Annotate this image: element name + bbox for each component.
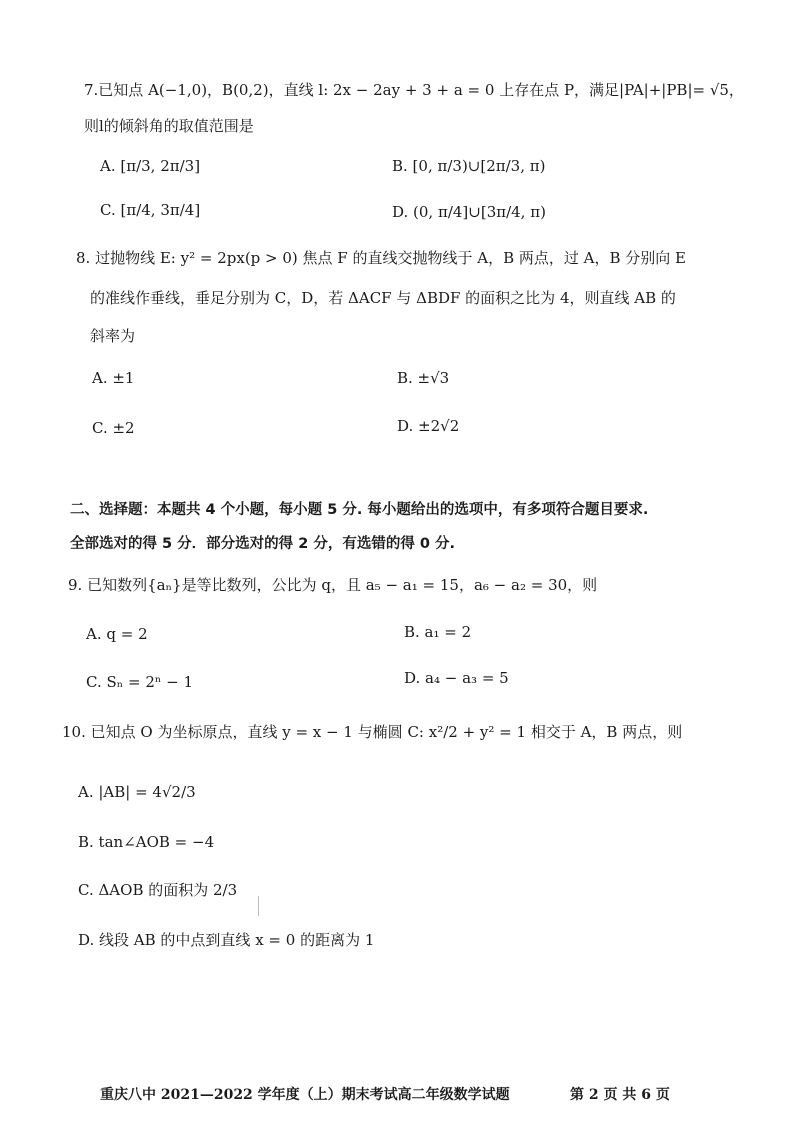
page-number: 第 2 页 共 6 页 [570, 1087, 670, 1103]
section2-instructions-line2: 全部选对的得 5 分．部分选对的得 2 分，有选错的得 0 分. [70, 536, 456, 552]
q7-option-a: A. [π/3, 2π/3] [100, 157, 201, 175]
q10-option-a: A. |AB| = 4√2/3 [78, 783, 196, 801]
section2-instructions-line1: 二、选择题：本题共 4 个小题，每小题 5 分. 每小题给出的选项中，有多项符合题目要求. [70, 502, 649, 518]
q7-option-c: C. [π/4, 3π/4] [100, 201, 201, 219]
q8-option-c: C. ±2 [92, 419, 135, 437]
q7-stem-line2: 则l的倾斜角的取值范围是 [84, 117, 254, 135]
scan-artifact [258, 896, 259, 916]
q10-stem: 10. 已知点 O 为坐标原点，直线 y = x − 1 与椭圆 C: x²/2 + y² = 1 相交于 A，B 两点，则 [62, 723, 683, 741]
q10-option-c: C. ΔAOB 的面积为 2/3 [78, 881, 238, 899]
q9-option-b: B. a₁ = 2 [404, 623, 472, 641]
q9-stem: 9. 已知数列{aₙ}是等比数列，公比为 q，且 a₅ − a₁ = 15，a₆ − a₂ = 30，则 [68, 576, 598, 594]
q7-stem-line1: 7.已知点 A(−1,0)，B(0,2)，直线 l: 2x − 2ay + 3 + a = 0 上存在点 P，满足|PA|+|PB|= √5， [84, 81, 744, 99]
q9-option-a: A. q = 2 [86, 625, 148, 643]
q7-option-b: B. [0, π/3)∪[2π/3, π) [392, 157, 546, 175]
q7-option-d: D. (0, π/4]∪[3π/4, π) [392, 203, 546, 221]
q8-option-b: B. ±√3 [397, 369, 450, 387]
q8-stem-line2: 的准线作垂线，垂足分别为 C，D，若 ΔACF 与 ΔBDF 的面积之比为 4，则直线 AB 的 [90, 289, 676, 307]
q8-stem-line3: 斜率为 [90, 327, 136, 345]
q8-stem-line1: 8. 过抛物线 E: y² = 2px(p > 0) 焦点 F 的直线交抛物线于 A，B 两点，过 A，B 分别向 E [76, 249, 686, 267]
footer-title: 重庆八中 2021—2022 学年度（上）期末考试高二年级数学试题 [100, 1087, 510, 1103]
q10-option-d: D. 线段 AB 的中点到直线 x = 0 的距离为 1 [78, 931, 375, 949]
q8-option-a: A. ±1 [92, 369, 135, 387]
q9-option-d: D. a₄ − a₃ = 5 [404, 669, 509, 687]
q8-option-d: D. ±2√2 [397, 417, 460, 435]
q9-option-c: C. Sₙ = 2ⁿ − 1 [86, 673, 194, 691]
q10-option-b: B. tan∠AOB = −4 [78, 833, 215, 851]
